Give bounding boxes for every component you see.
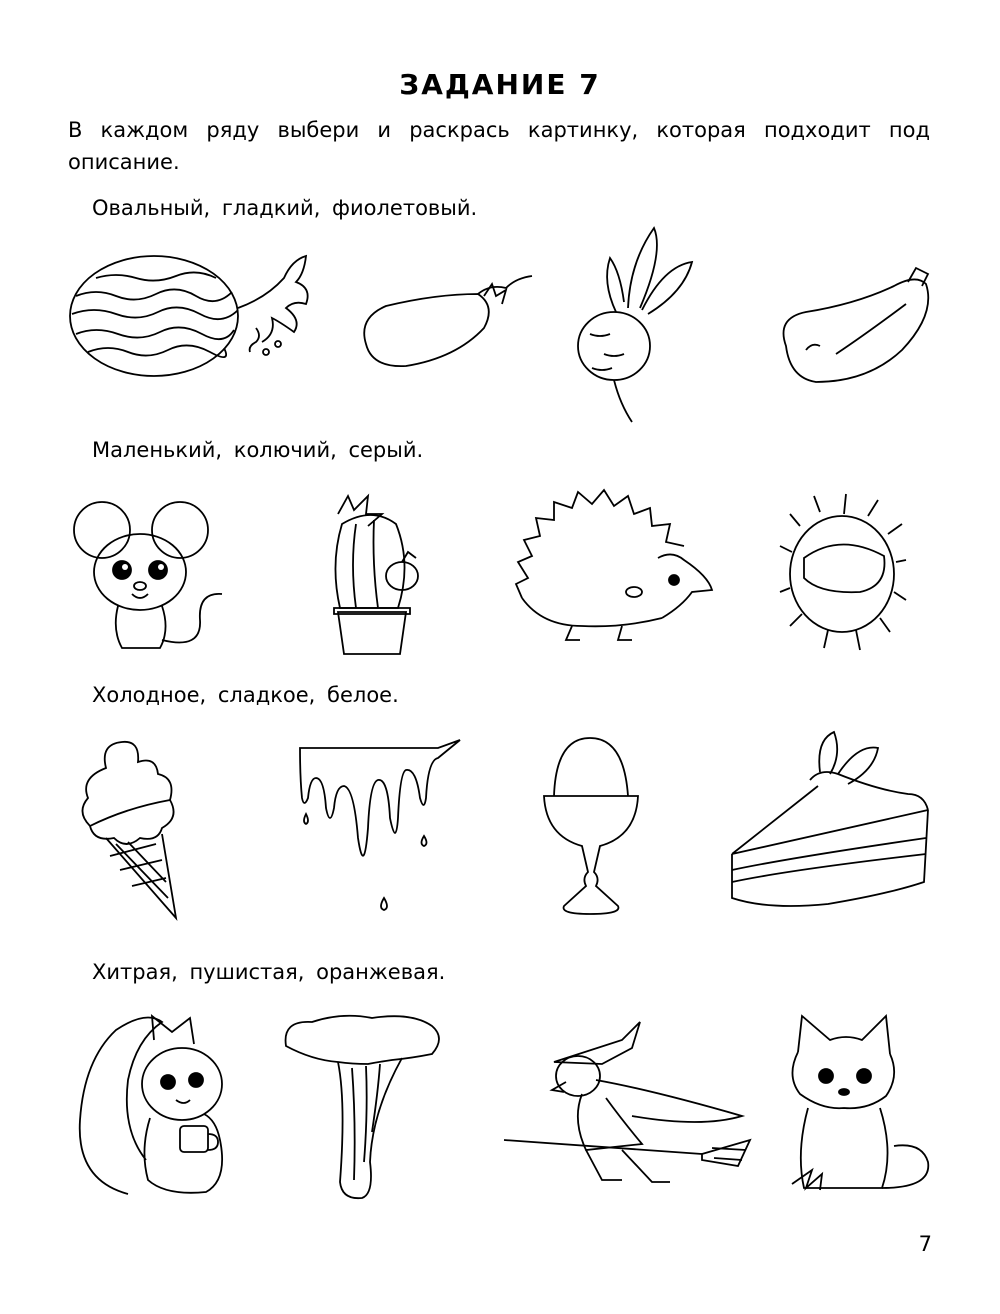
row-2-label: Маленький, колючий, серый. (92, 438, 424, 462)
beet-icon[interactable] (576, 222, 696, 424)
fox-icon[interactable] (782, 1012, 932, 1200)
row-4-label: Хитрая, пушистая, оранжевая. (92, 960, 446, 984)
mouse-icon[interactable] (72, 500, 228, 660)
ice-cream-icon[interactable] (76, 738, 184, 920)
watermelon-icon[interactable] (66, 248, 318, 388)
hedgehog-icon[interactable] (512, 488, 716, 642)
squirrel-icon[interactable] (76, 1010, 238, 1200)
row-1-label: Овальный, гладкий, фиолетовый. (92, 196, 478, 220)
task-title: ЗАДАНИЕ 7 (399, 68, 601, 101)
zucchini-icon[interactable] (776, 264, 936, 392)
icicles-icon[interactable] (298, 738, 462, 918)
chestnut-icon[interactable] (780, 492, 906, 652)
chanterelle-icon[interactable] (282, 1012, 444, 1202)
witch-on-broom-icon[interactable] (502, 1020, 750, 1196)
page-number: 7 (918, 1232, 932, 1256)
cake-slice-icon[interactable] (728, 730, 932, 916)
eggplant-icon[interactable] (356, 272, 536, 372)
cactus-icon[interactable] (316, 484, 434, 658)
task-instruction: В каждом ряду выбери и раскрась картинку, которая подходит под описание. (68, 118, 930, 174)
row-3-label: Холодное, сладкое, белое. (92, 683, 399, 707)
egg-in-cup-icon[interactable] (538, 736, 644, 918)
